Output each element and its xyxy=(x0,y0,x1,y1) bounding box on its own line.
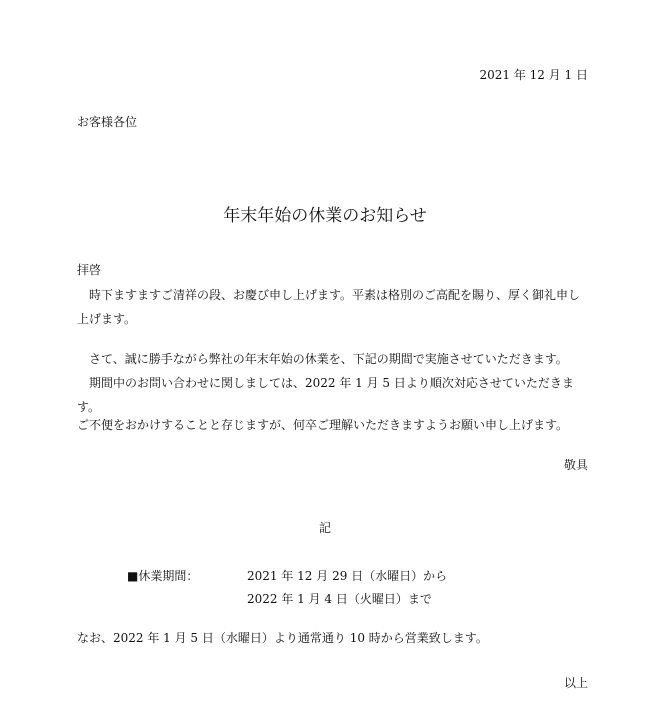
apology-paragraph: ご不便をおかけすることと存じますが、何卒ご理解いただきますようお願い申し上げます。 xyxy=(77,418,569,432)
document-date: 2021 年 12 月 1 日 xyxy=(479,68,588,82)
holiday-period-label: ■休業期間： xyxy=(127,569,199,583)
announcement-paragraph: さて、誠に勝手ながら弊社の年末年始の休業を、下記の期間で実施させていただきます。 xyxy=(89,352,568,366)
document-title: 年末年始の休業のお知らせ xyxy=(223,206,427,226)
resume-note: なお、2022 年 1 月 5 日（水曜日）より通常通り 10 時から営業致します。 xyxy=(77,631,488,645)
ki-heading: 記 xyxy=(318,521,331,535)
salutation: 拝啓 xyxy=(77,263,102,277)
holiday-start: 2021 年 12 月 29 日（水曜日）から xyxy=(247,569,448,583)
addressee: お客様各位 xyxy=(77,115,138,129)
greeting-paragraph: 時下ますますご清祥の段、お慶び申し上げます。平素は格別のご高配を賜り、厚く御礼申し上げます。 xyxy=(77,288,581,326)
holiday-end: 2022 年 1 月 4 日（火曜日）まで xyxy=(247,592,432,606)
ending-word: 以上 xyxy=(563,676,588,690)
inquiry-paragraph: 期間中のお問い合わせに関しましては、2022 年 1 月 5 日より順次対応させていただきます。 xyxy=(77,376,574,414)
closing-word: 敬具 xyxy=(563,458,588,472)
